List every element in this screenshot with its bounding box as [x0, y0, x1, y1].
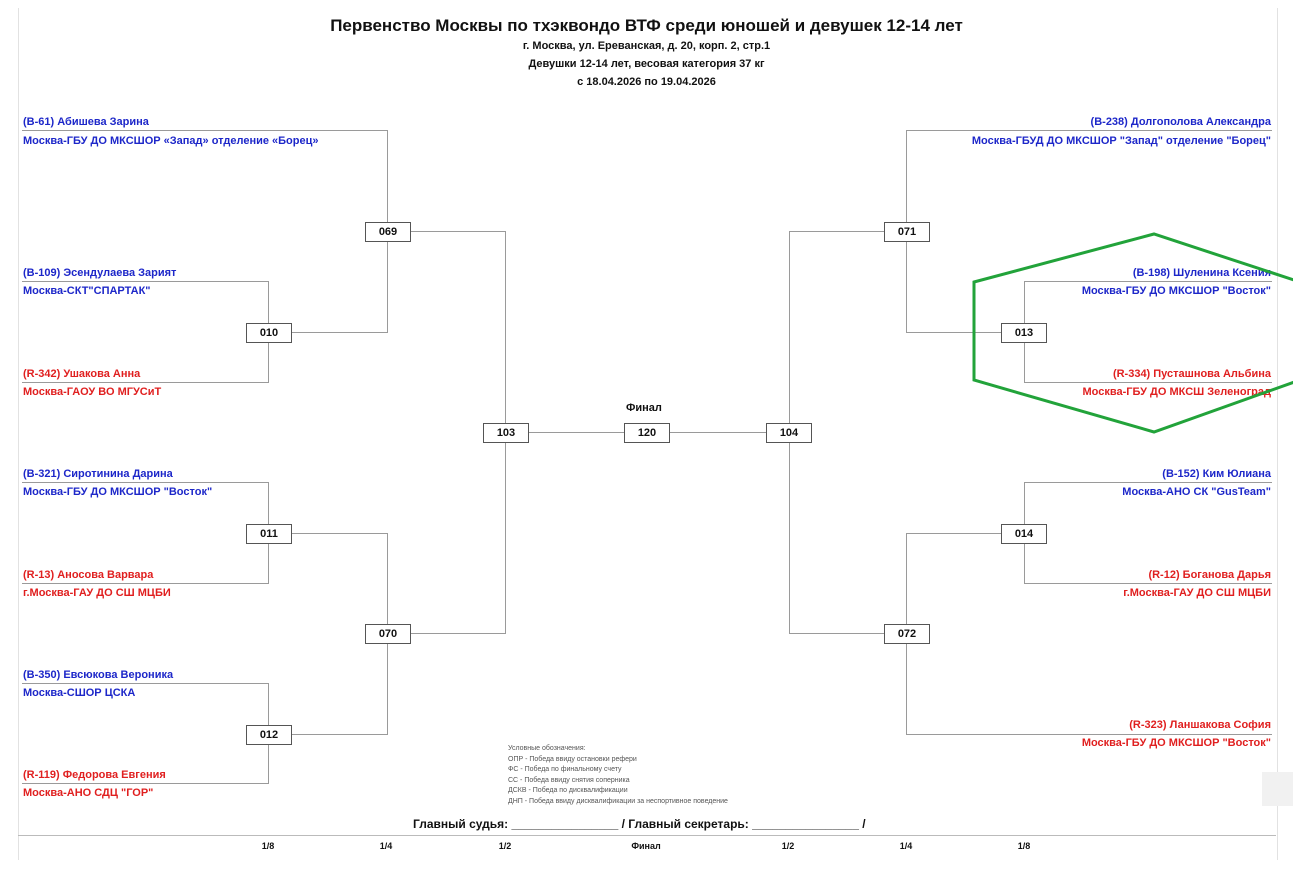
bracket-line	[22, 583, 269, 584]
bracket-line	[789, 231, 885, 232]
competitor-club: Москва-ГАОУ ВО МГУСиТ	[23, 386, 162, 398]
match-box-103[interactable]: 103	[483, 423, 529, 443]
event-dates: с 18.04.2026 по 19.04.2026	[577, 76, 716, 88]
competitor-club: Москва-ГБУ ДО МКСШОР "Восток"	[23, 486, 213, 498]
competitor-name: (B-238) Долгополова Александра	[1090, 116, 1271, 128]
scroll-button[interactable]	[1262, 772, 1293, 806]
bracket-line	[22, 130, 387, 131]
legend-item: ДНП - Победа ввиду дисквалификации за неспортивное поведение	[508, 797, 728, 805]
competitor-name: (B-109) Эсендулаева Зарият	[23, 267, 177, 279]
round-label: 1/8	[261, 841, 275, 851]
round-label: 1/2	[781, 841, 795, 851]
bracket-line	[290, 734, 388, 735]
competitor-name: (B-152) Ким Юлиана	[1162, 468, 1271, 480]
venue-address: г. Москва, ул. Ереванская, д. 20, корп. 2, стр.1	[522, 40, 771, 52]
competitor-name: (R-13) Аносова Варвара	[23, 569, 154, 581]
competitor-club: Москва-ГБУД ДО МКСШОР "Запад" отделение "Борец"	[971, 135, 1271, 147]
weight-category: Девушки 12-14 лет, весовая категория 37 кг	[528, 58, 765, 70]
legend-item: СС - Победа ввиду снятия соперника	[508, 776, 630, 784]
competitor-club: Москва-СШОР ЦСКА	[23, 687, 136, 699]
bracket-line	[906, 533, 1002, 534]
match-box-070[interactable]: 070	[365, 624, 411, 644]
bracket-line	[907, 130, 1272, 131]
competitor-name: (R-119) Федорова Евгения	[23, 769, 166, 781]
bracket-line	[22, 783, 269, 784]
bracket-line	[1024, 482, 1272, 483]
match-box-013[interactable]: 013	[1001, 323, 1047, 343]
round-label: Финал	[631, 841, 661, 851]
competitor-name: (B-198) Шуленина Ксения	[1132, 267, 1271, 279]
legend-title: Условные обозначения:	[508, 745, 586, 752]
match-box-072[interactable]: 072	[884, 624, 930, 644]
competitor-club: Москва-СКТ"СПАРТАК"	[23, 285, 151, 297]
competitor-name: (B-321) Сиротинина Дарина	[23, 468, 173, 480]
match-box-069[interactable]: 069	[365, 222, 411, 242]
competitor-name: (B-61) Абишева Зарина	[23, 116, 149, 128]
final-label: Финал	[626, 402, 662, 414]
bracket-line	[22, 683, 269, 684]
competitor-club: Москва-ГБУ ДО МКСШОР «Запад» отделение «Борец»	[23, 135, 319, 147]
round-label: 1/4	[379, 841, 393, 851]
bracket-line	[789, 633, 885, 634]
bracket-line	[22, 382, 269, 383]
bracket-line	[290, 332, 388, 333]
competitor-name: (R-342) Ушакова Анна	[23, 368, 141, 380]
footer-divider	[18, 835, 1276, 836]
match-box-final-120[interactable]: 120	[624, 423, 670, 443]
competitor-name: (R-334) Пусташнова Альбина	[1112, 368, 1271, 380]
legend-item: ДСКВ - Победа по дисквалификации	[508, 787, 628, 794]
match-box-010[interactable]: 010	[246, 323, 292, 343]
competitor-name: (R-12) Боганова Дарья	[1148, 569, 1271, 581]
highlight-hexagon-shape	[968, 232, 1293, 434]
match-box-011[interactable]: 011	[246, 524, 292, 544]
competitor-club: Москва-ГБУ ДО МКСШ Зеленоград	[1082, 386, 1271, 398]
competitor-club: Москва-ГБУ ДО МКСШОР "Восток"	[1081, 285, 1271, 297]
competitor-club: Москва-ГБУ ДО МКСШОР "Восток"	[1081, 737, 1271, 749]
competitor-club: Москва-АНО СДЦ "ГОР"	[23, 787, 154, 799]
page-title: Первенство Москвы по тхэквондо ВТФ среди юношей и девушек 12-14 лет	[330, 16, 963, 35]
bracket-line	[1024, 583, 1272, 584]
legend-item: ОПР - Победа ввиду остановки рефери	[508, 755, 637, 763]
competitor-club: г.Москва-ГАУ ДО СШ МЦБИ	[1123, 587, 1271, 599]
bracket-line	[22, 281, 269, 282]
bracket-line	[290, 533, 388, 534]
round-label: 1/2	[498, 841, 512, 851]
bracket-line	[408, 231, 506, 232]
competitor-club: Москва-АНО СК "GusTeam"	[1122, 486, 1271, 498]
competitor-club: г.Москва-ГАУ ДО СШ МЦБИ	[23, 587, 171, 599]
legend	[508, 744, 728, 807]
competitor-name: (R-323) Ланшакова София	[1129, 719, 1271, 731]
match-box-014[interactable]: 014	[1001, 524, 1047, 544]
round-label: 1/4	[899, 841, 913, 851]
bracket-line	[408, 633, 506, 634]
bracket-line	[906, 734, 1272, 735]
match-box-012[interactable]: 012	[246, 725, 292, 745]
signature-line: Главный судья: ________________ / Главный секретарь: ________________ /	[413, 817, 866, 831]
round-label: 1/8	[1017, 841, 1031, 851]
legend-item: ФС - Победа по финальному счету	[508, 766, 622, 773]
match-box-071[interactable]: 071	[884, 222, 930, 242]
match-box-104[interactable]: 104	[766, 423, 812, 443]
bracket-line	[22, 482, 269, 483]
competitor-name: (B-350) Евсюкова Вероника	[23, 669, 174, 681]
